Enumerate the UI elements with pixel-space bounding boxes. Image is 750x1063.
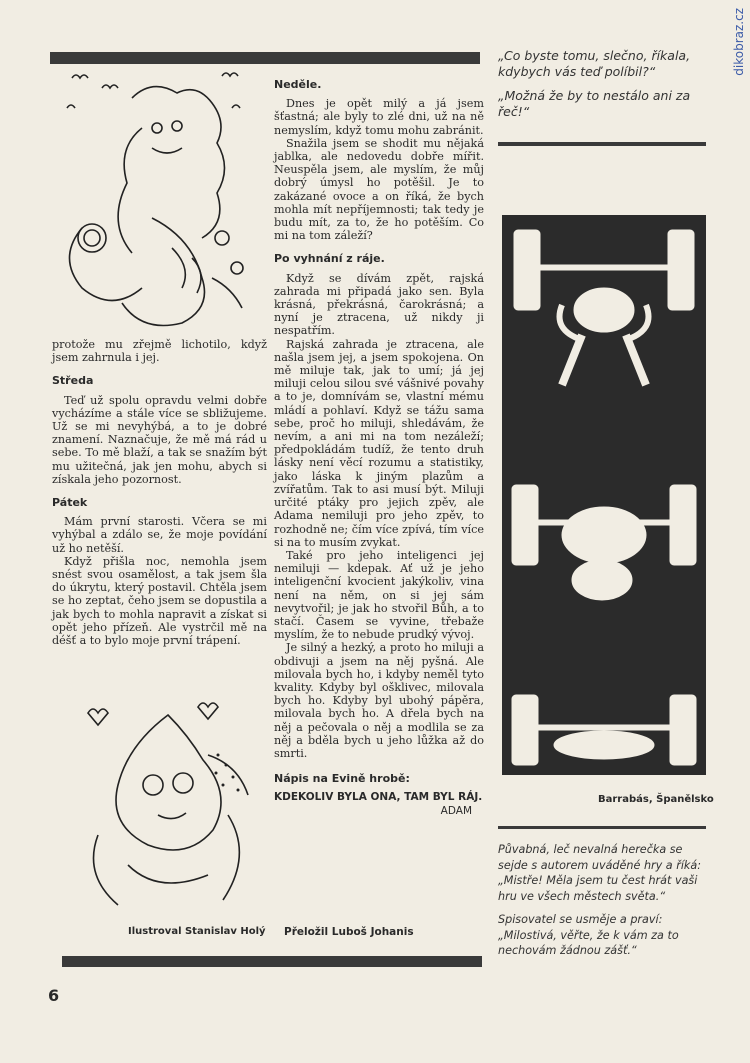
joke-question: „Co byste tomu, slečno, říkala, kdybych vás teď políbil?“ [498, 48, 691, 79]
wednesday-text: Teď už spolu opravdu velmi dobře vycházíme a stále více se sbližujeme. Už se mi nevyhýbá, a to je dobré znamení. Naznačuje, že mě má rád u sebe. To mě blaží, a tak se snažím být mu užitečná, jak jen mohu, abych si získala jeho pozornost. [52, 393, 267, 486]
expulsion-para-3: Také pro jeho inteligenci jej nemiluji — kdepak. Ať už je jeho inteligenční kvocient jakýkoliv, vina není na něm, on si jej sám nevytvořil; je jak ho stvořil Bůh, a to stačí. Časem se vyvine, třebaže myslím, že to nebude prudký vývoj. [274, 548, 484, 642]
left-column [52, 338, 267, 647]
illustration-bottom-left [68, 695, 268, 920]
grave-signature: ADAM [440, 804, 472, 817]
left-intro: protože mu zřejmě lichotilo, když jsem zahrnula i jej. [52, 338, 267, 365]
middle-column [274, 78, 484, 818]
sunday-para-2: Snažila jsem se shodit mu nějaká jablka, ale nedovedu dobře mířit. Neuspěla jsem, ale myslím, že můj dobrý úmysl ho potěšil. Je to zakázané ovoce a on říká, že bych mohla mít nepříjemnosti; tak tedy je budu mít, za to, že ho potěším. Co mi na tom záleží? [274, 136, 484, 243]
watermark: dikobraz.cz [732, 8, 746, 76]
cartoon-weightlifter [502, 215, 706, 775]
bottom-rule [62, 956, 482, 967]
illustrator-credit: Ilustroval Stanislav Holý [128, 926, 266, 937]
expulsion-para-4: Je silný a hezký, a proto ho miluji a obdivuji a jsem na něj pyšná. Ale milovala bych ho, i kdyby neměl tyto kvality. Kdyby byl ošklivec, milovala bych ho. Kdyby byl ubohý pápěra, milovala bych ho. A dřela bych na něj a pečovala o něj a modlila se za něj a bděla bych u jeho lůžka až do smrti. [274, 641, 484, 760]
heading-expulsion: Po vyhnání z ráje. [274, 252, 385, 266]
anecdote-block [498, 842, 708, 967]
cartoon-credit: Barrabás, Španělsko [598, 794, 714, 805]
heading-sunday: Neděle. [274, 78, 322, 91]
anecdote-para-1: Půvabná, leč nevalná herečka se sejde s autorem uváděné hry a říká: „Mistře! Měla jsem tu čest hrát vaši hru ve všech městech světa.“ [498, 843, 702, 903]
heading-wednesday: Středa [52, 374, 94, 388]
grave-inscription: KDEKOLIV BYLA ONA, TAM BYL RÁJ. [274, 791, 483, 804]
expulsion-para-1: Když se dívám zpět, rajská zahrada mi připadá jako sen. Byla krásná, překrásná, čarokrásná; a nyní je ztracena, už nikdy ji nespatřím. [274, 271, 484, 338]
sunday-para-1: Dnes je opět milý a já jsem šťastná; ale byly to zlé dni, už na ně nemyslím, když tomu mohu zabránit. [274, 97, 484, 137]
friday-para-2: Když přišla noc, nemohla jsem snést svou osamělost, a tak jsem šla do úkrytu, který postavil. Chtěla jsem se ho zeptat, čeho jsem se dopustila a jak bych to mohla napravit a získat si opět jeho přízeň. Ale vystrčil mě na déšť a to bylo moje první trápení. [52, 554, 267, 648]
joke-answer: „Možná že by to nestálo ani za řeč!“ [498, 88, 691, 119]
heading-friday: Pátek [52, 496, 88, 510]
right-rule-top [498, 142, 706, 146]
illustration-top-left [52, 68, 267, 328]
expulsion-para-2: Rajská zahrada je ztracena, ale našla jsem jej, a jsem spokojena. On mě miluje tak, jak to umí; já jej miluji celou silou své vášnivé povahy a to je, domnívám se, vlastní mému mládí a pohlaví. Když se tážu sama sebe, proč ho miluji, shledávám, že nevím, a ani mi na tom nezáleží; předpokládám tudíž, že tento druh lásky není věcí rozumu a statistiky, jako láska k jiným plazům a zvířatům. Tak to asi musí být. Miluji určité ptáky pro jejich zpěv, ale Adama nemiluji pro jeho zpěv, to rozhodně ne; čím více zpívá, tím více si na to musím zvykat. [274, 337, 484, 549]
friday-para-1: Mám první starosti. Včera se mi vyhýbal a zdálo se, že moje povídání už ho netěší. [52, 515, 267, 555]
anecdote-para-2: Spisovatel se usměje a praví: „Milostivá, věřte, že k vám za to nechovám žádnou zášť.“ [498, 913, 679, 957]
right-rule-mid [498, 826, 706, 829]
heading-grave: Nápis na Evině hrobě: [274, 772, 410, 786]
top-rule-left [50, 52, 480, 64]
joke-block [498, 48, 708, 128]
page-number: 6 [48, 986, 60, 1005]
translator-credit: Přeložil Luboš Johanis [284, 926, 414, 938]
